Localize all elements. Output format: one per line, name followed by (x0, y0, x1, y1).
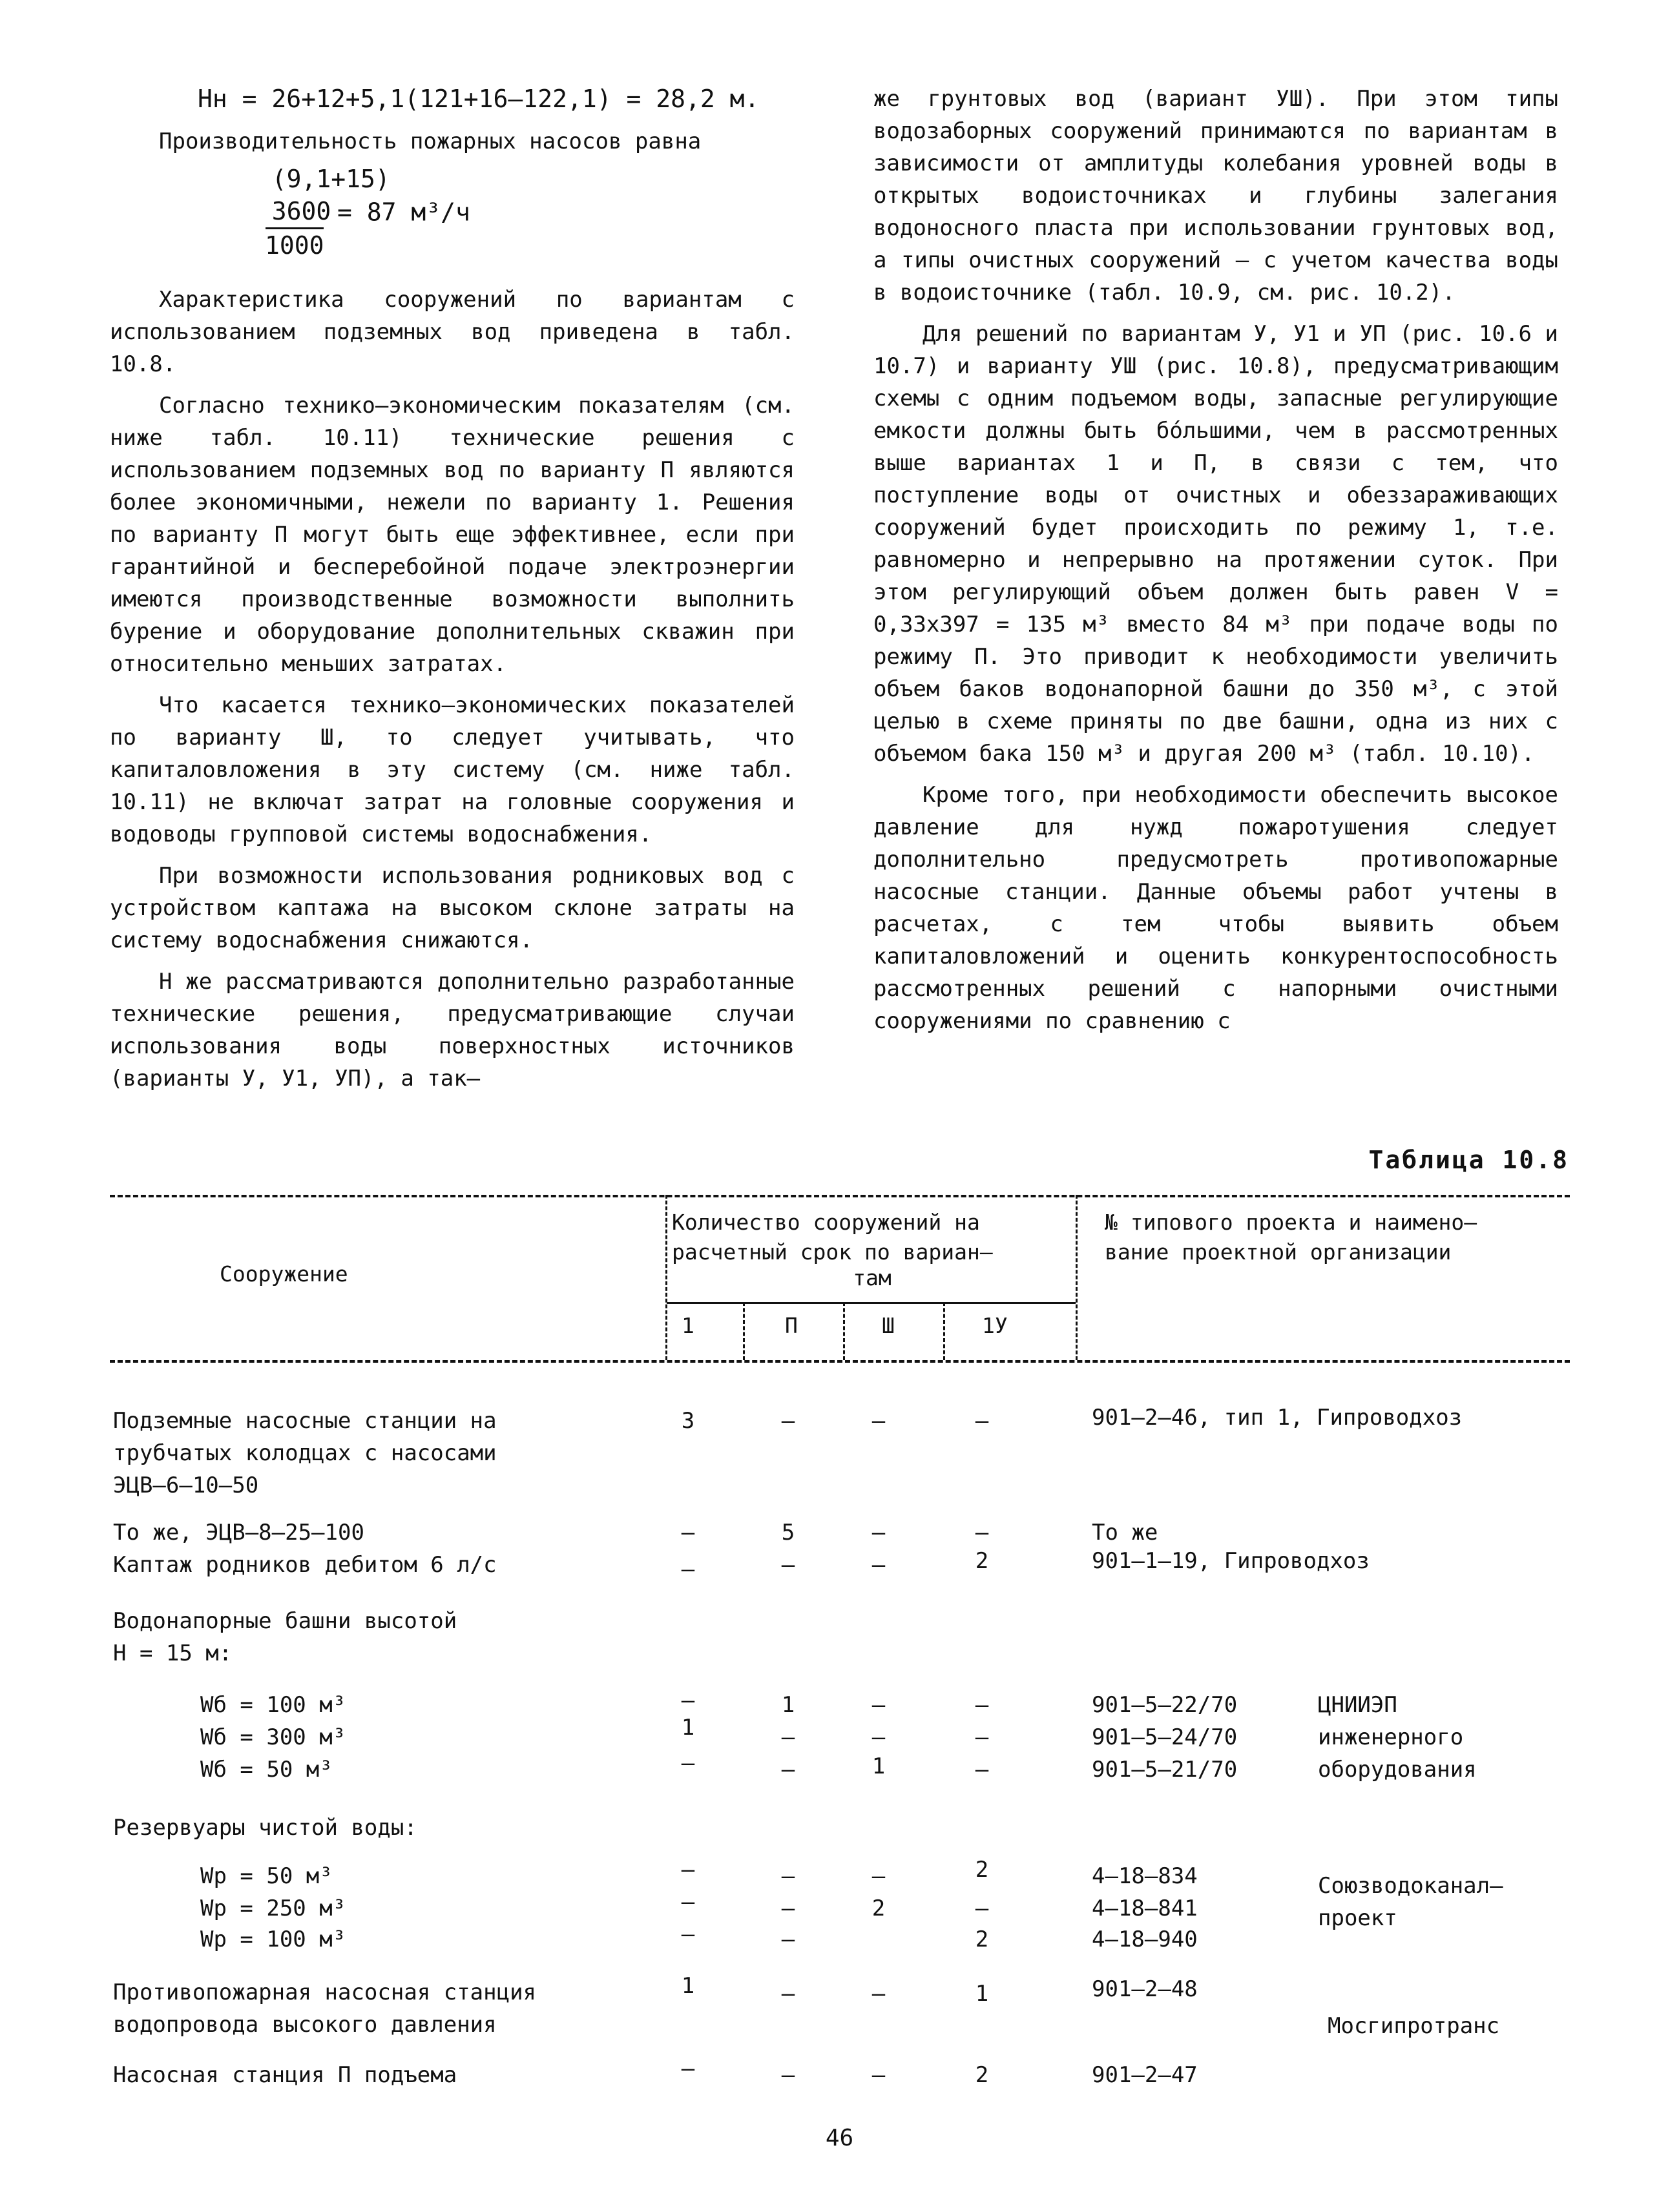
paragraph: Согласно технико–экономическим показателям (см. ниже табл. 10.11) технические решения с использованием подземных вод по варианту П являются более экономичными, нежели по варианту 1. Решения по варианту П могут быть еще эффективнее, если при гарантийной и бесперебойной подаче электроэнергии имеются производственные возможности выполнить бурение и оборудование дополнительных скважин при относительно меньших затратах. (110, 393, 795, 677)
table-project: 901–5–21/70 (1092, 1757, 1238, 1783)
paragraph: Кроме того, при необходимости обеспечить высокое давление для нужд пожаротушения следует дополнительно предусмотреть противопожарные насосные станции. Данные объемы работ учтены в расчетах, с тем чтобы выявить объем капиталовложений и оценить конкурентоспособность рассмотренных решений с напорными очистными сооружениями по сравнению с (873, 782, 1558, 1034)
table-cell: 2 (975, 1548, 989, 1574)
formula-pressure: Hн = 26+12+5,1(121+16–122,1) = 28,2 м. (198, 85, 760, 113)
tower-100: Wб = 100 м³ (200, 1692, 346, 1718)
table-cell: 3 (681, 1408, 695, 1434)
table-cell: – (781, 1408, 795, 1434)
table-row-name: Водонапорные башни высотой Н = 15 м: (113, 1608, 457, 1666)
table-project: 901–5–24/70 (1092, 1724, 1238, 1750)
table-cell: – (871, 1724, 886, 1750)
table-cell: – (871, 1692, 886, 1718)
left-column (110, 83, 795, 1104)
table-row-name: Каптаж родников дебитом 6 л/с (113, 1552, 497, 1578)
table-row-name: Резервуары чистой воды: (113, 1815, 417, 1841)
table-caption: Таблица 10.8 (1368, 1146, 1569, 1174)
header-variant-3: Ш (882, 1313, 895, 1338)
table-cell: 1 (975, 1981, 989, 2007)
reservoir-100: Wр = 100 м³ (200, 1927, 346, 1952)
table-cell: – (975, 1692, 989, 1718)
table-cell: – (781, 1552, 795, 1578)
table-row-name: Противопожарная насосная станция водопровода высокого давления (113, 1979, 537, 2038)
table-cell: – (781, 2062, 795, 2088)
table-cell: – (681, 1921, 695, 1947)
table-cell: – (871, 1981, 886, 2007)
table-row-name: То же, ЭЦВ–8–25–100 (113, 1520, 364, 1545)
table-cell: 2 (975, 1927, 989, 1952)
table-project: 901–2–48 (1092, 1976, 1198, 2002)
tower-300: Wб = 300 м³ (200, 1724, 346, 1750)
formula-performance (110, 163, 795, 262)
table-cell: – (681, 2056, 695, 2082)
table-cell: 2 (871, 1896, 886, 1921)
table-row-name: Насосная станция П подъема (113, 2062, 457, 2088)
table-project: 901–5–22/70 (1092, 1692, 1238, 1718)
table-cell: – (871, 1408, 886, 1434)
table-cell: 2 (975, 1857, 989, 1883)
table-cell: – (681, 1688, 695, 1713)
table-cell: – (781, 1863, 795, 1889)
tower-50: Wб = 50 м³ (200, 1757, 333, 1783)
table-cell: – (871, 2062, 886, 2088)
table-cell: – (681, 1520, 695, 1545)
table-cell: – (975, 1896, 989, 1921)
table-project: 901–2–46, тип 1, Гипроводхоз (1092, 1405, 1463, 1431)
table-col-divider (1076, 1195, 1078, 1360)
table-cell: – (781, 1896, 795, 1921)
table-cell: 1 (781, 1692, 795, 1718)
right-column (873, 83, 1558, 1046)
reservoir-50: Wр = 50 м³ (200, 1863, 333, 1889)
table-cell: – (681, 1889, 695, 1915)
table-organization: Мосгипротранс (1328, 2013, 1500, 2039)
table-cell: 1 (681, 1973, 695, 1999)
table-project: 4–18–940 (1092, 1927, 1198, 1952)
paragraph: Н же рассматриваются дополнительно разработанные технические решения, предусматривающие случаи использования воды поверхностных источников (варианты У, У1, УП), а так– (110, 969, 795, 1091)
header-structure: Сооружение (220, 1261, 348, 1287)
table-variant-divider (843, 1302, 845, 1360)
table-project: То же (1092, 1520, 1158, 1545)
tower-organization: ЦНИИЭП инженерного оборудования (1318, 1692, 1477, 1783)
table-cell: – (975, 1520, 989, 1545)
reservoir-250: Wр = 250 м³ (200, 1896, 346, 1921)
paragraph: Для решений по вариантам У, У1 и УП (рис. 10.6 и 10.7) и варианту УШ (рис. 10.8), предусматривающим схемы с одним подъемом воды, запасные регулирующие емкости должны быть бо́льшими, чем в рассмотренных выше вариантах 1 и П, в связи с тем, что поступление воды от очистных и обеззараживающих сооружений будет происходить по режиму 1, т.е. равномерно и непрерывно на протяжении суток. При этом регулирующий объем должен быть равен V = 0,33x397 = 135 м³ вместо 84 м³ при подаче воды по режиму П. Это приводит к необходимости увеличить объем баков водонапорной башни до 350 м³, с этой целью в схеме приняты по две башни, одна из них с объемом бака 150 м³ и другая 200 м³ (табл. 10.10). (873, 321, 1558, 767)
header-quantity: Количество сооружений на расчетный срок по вариан– там (672, 1210, 993, 1290)
table-cell: – (871, 1863, 886, 1889)
table-header-bottom-rule (110, 1360, 1570, 1363)
table-cell: 1 (871, 1753, 886, 1779)
reservoir-organization: Союзводоканал– проект (1318, 1873, 1503, 1931)
table-col-divider (665, 1195, 667, 1360)
table-cell: – (781, 1981, 795, 2007)
table-cell: – (681, 1857, 695, 1883)
fraction-result: = 87 м³/ч (337, 198, 470, 227)
table-variant-divider (743, 1302, 745, 1360)
table-cell: – (781, 1927, 795, 1952)
page-number: 46 (825, 2125, 854, 2151)
table-project: 4–18–834 (1092, 1863, 1198, 1889)
table-cell: – (681, 1556, 695, 1582)
table-cell: – (781, 1757, 795, 1783)
table-cell: 2 (975, 2062, 989, 2088)
header-variant-1: 1 (682, 1313, 694, 1338)
table-top-rule (110, 1195, 1570, 1197)
table-cell: – (681, 1750, 695, 1776)
paragraph: Характеристика сооружений по вариантам с использованием подземных вод приведена в табл. 10.8. (110, 287, 795, 377)
header-project: № типового проекта и наимено– вание проектной организации (1105, 1210, 1477, 1265)
table-cell: – (781, 1724, 795, 1750)
fraction (265, 163, 390, 262)
paragraph: Что касается технико–экономических показателей по варианту Ш, то следует учитывать, что капиталовложения в эту систему (см. ниже табл. 10.11) не включат затрат на головные сооружения и водоводы групповой системы водоснабжения. (110, 692, 795, 847)
table-cell: 1 (681, 1715, 695, 1741)
table-cell: – (975, 1724, 989, 1750)
table-row-name: Подземные насосные станции на трубчатых колодцах с насосами ЭЦВ–6–10–50 (113, 1408, 497, 1498)
paragraph: же грунтовых вод (вариант УШ). При этом типы водозаборных сооружений принимаются по вариантам в зависимости от амплитуды колебания уровней воды в открытых водоисточниках и глубины залегания водоносного пласта при использовании грунтовых вод, а типы очистных сооружений – с учетом качества воды в водоисточнике (табл. 10.9, см. рис. 10.2). (873, 86, 1558, 305)
performance-label: Производительность пожарных насосов равна (159, 129, 702, 154)
table-project: 901–2–47 (1092, 2062, 1198, 2088)
header-variant-2: П (785, 1313, 798, 1338)
table-cell: 5 (781, 1520, 795, 1545)
table-cell: – (975, 1757, 989, 1783)
fraction-denominator: 1000 (265, 231, 324, 260)
table-cell: – (871, 1552, 886, 1578)
table-variant-divider (943, 1302, 945, 1360)
table-cell: – (975, 1408, 989, 1434)
table-cell: – (871, 1520, 886, 1545)
fraction-numerator: (9,1+15) 3600 (266, 163, 324, 229)
header-variant-4: 1У (982, 1313, 1008, 1338)
paragraph: При возможности использования родниковых вод с устройством каптажа на высоком склоне затраты на систему водоснабжения снижаются. (110, 863, 795, 953)
table-subheader-rule (667, 1302, 1076, 1304)
table-project: 901–1–19, Гипроводхоз (1092, 1548, 1370, 1574)
table-project: 4–18–841 (1092, 1896, 1198, 1921)
